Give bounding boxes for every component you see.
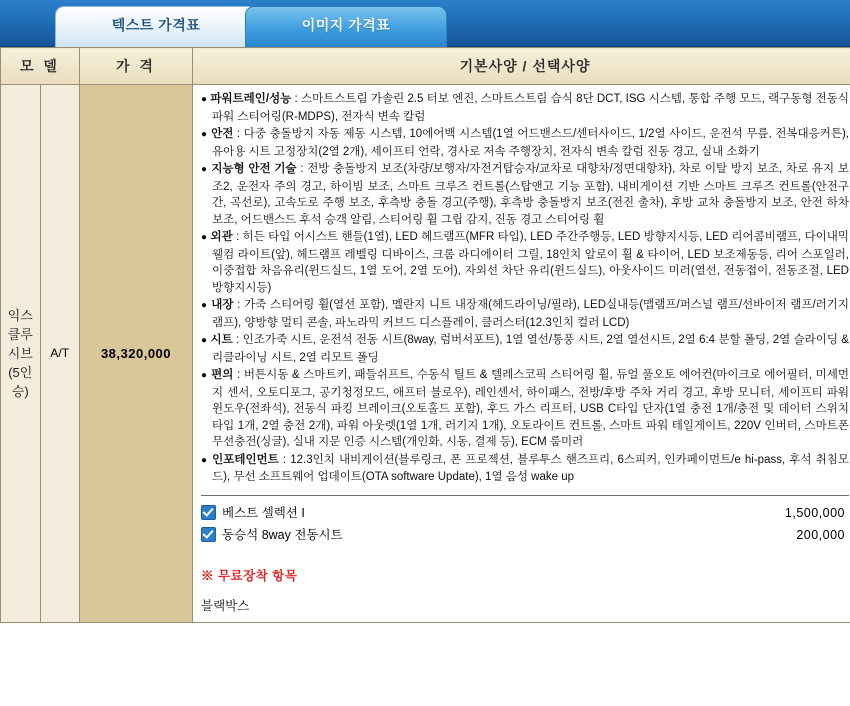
bullet-dot-icon: ● bbox=[201, 164, 208, 175]
spec-separator: : bbox=[232, 231, 243, 243]
spec-table-head bbox=[1, 48, 850, 85]
bullet-dot-icon: ● bbox=[201, 300, 208, 311]
cell-transmission: A/T bbox=[40, 85, 80, 623]
free-install-title: ※ 무료장착 항목 bbox=[201, 568, 298, 583]
spec-category: 편의 bbox=[211, 369, 234, 381]
table-row bbox=[1, 85, 850, 623]
option-label: 베스트 셀렉션 I bbox=[222, 505, 305, 520]
spec-separator: : bbox=[278, 453, 291, 466]
spec-category: 외관 bbox=[210, 231, 233, 243]
spec-text: 스마트스트림 가솔린 2.5 터보 엔진, 스마트스트림 습식 8단 DCT, ISG 시스템, 통합 주행 모드, 랙구동형 전동식 파워 스티어링(R-MDPS), 전자식 변속 칼럼 bbox=[212, 93, 849, 123]
spec-separator: : bbox=[233, 299, 245, 311]
list-item bbox=[201, 91, 849, 125]
checkbox-checked-icon[interactable] bbox=[201, 527, 216, 542]
spec-category: 인포테인먼트 bbox=[212, 453, 279, 466]
table-header-row bbox=[1, 48, 850, 85]
spec-separator: : bbox=[233, 128, 244, 140]
spec-category: 안전 bbox=[211, 128, 234, 140]
option-label: 동승석 8way 전동시트 bbox=[222, 527, 343, 542]
selected-options-list bbox=[201, 495, 849, 546]
header-model: 모 델 bbox=[1, 48, 80, 85]
spec-separator: : bbox=[296, 163, 308, 175]
bullet-dot-icon: ● bbox=[201, 370, 208, 381]
tab-text-pricelist-label: 텍스트 가격표 bbox=[111, 17, 201, 33]
spec-text: 전방 충돌방지 보조(차량/보행자/자전거탑승자/교차로 대향차/정면대항차), 차로 이탈 방지 보조, 차로 유지 보조2, 운전자 주의 경고, 하이빔 보조, 스마트 크루즈 컨트롤(스탑앤고 기능 포함), 내비게이션 기반 스마트 크루즈 컨트롤(안전구간, 곡선로), 고속도로 주행 보조, 후측방 충돌 경고(주행), 후측방 충돌방지 보조(전진 출차), 후방 교차 충돌방지 보조, 안전 하차 보조, 어드밴스드 후석 승객 알림, 스티어링 휠 그립 감지, 진동 경고 스티어링 휠 bbox=[212, 163, 849, 226]
spec-category: 지능형 안전 기술 bbox=[211, 163, 297, 175]
option-price: 1,500,000 bbox=[784, 505, 845, 520]
list-item bbox=[201, 161, 849, 228]
spec-category: 시트 bbox=[210, 334, 233, 346]
list-item bbox=[201, 332, 849, 366]
cell-spec-details bbox=[193, 85, 850, 623]
free-install-section bbox=[201, 566, 849, 614]
spec-text: 12.3인치 내비게이션(블루링크, 폰 프로젝션, 블루투스 핸즈프리, 6스피커, 인카페이먼트/e hi-pass, 후석 취침모드), 무선 소프트웨어 업데이트(OTA software Update), 1열 음성 wake up bbox=[212, 453, 849, 483]
spec-text: 가죽 스티어링 휠(열선 포함), 멜란지 니트 내장재(헤드라이닝/필라), LED실내등(맵램프/퍼스널 램프/선바이저 램프/러기지 램프), 양방향 멀티 콘솔, 파노라믹 커브드 디스플레이, 클러스터(12.3인치 컬러 LCD) bbox=[212, 299, 849, 329]
list-item[interactable] bbox=[201, 524, 849, 546]
tab-image-pricelist[interactable] bbox=[245, 6, 447, 47]
list-item bbox=[201, 297, 849, 331]
spec-text: 버튼시동 & 스마트키, 패들쉬프트, 수동식 틸트 & 텔레스코픽 스티어링 휠, 듀얼 풀오토 에어컨(마이크로 에어필터, 미세먼지 센서, 오토디포그, 공기청정모드, 애프터 블로우), 레인센서, 하이패스, 전방/후방 주차 거리 경고, 후방 모니터, 세이프티 파워 윈도우(전좌석), 전동식 파킹 브레이크(오토홀드 포함), 후드 가스 리프터, USB C타입 단자(1열 충전 1개/충전 및 데이터 스위치 타입 1개, 2열 충전 2개), 파워 아웃렛(1열 1개, 러기지 1개), 오토라이트 컨트롤, 스마트 파워 테일게이트, 220V 인버터, 스마트폰 무선충전(싱글), 실내 지문 인증 시스템(개인화, 시동, 결제 등), ECM 룸미러 bbox=[212, 369, 849, 448]
tab-image-pricelist-label: 이미지 가격표 bbox=[301, 17, 391, 33]
bullet-dot-icon: ● bbox=[201, 94, 208, 105]
spec-separator: : bbox=[291, 93, 301, 105]
spec-table bbox=[0, 47, 850, 623]
spec-separator: : bbox=[233, 369, 244, 381]
header-spec: 기본사양 / 선택사양 bbox=[193, 48, 850, 85]
cell-price: 38,320,000 bbox=[80, 85, 193, 623]
cell-model-name: 익스클루시브(5인승) bbox=[1, 85, 41, 623]
spec-separator: : bbox=[232, 334, 243, 346]
checkbox-checked-icon[interactable] bbox=[201, 505, 216, 520]
spec-category: 내장 bbox=[211, 299, 234, 311]
list-item bbox=[201, 452, 849, 486]
bullet-dot-icon: ● bbox=[201, 335, 208, 346]
tab-bar bbox=[0, 0, 850, 47]
spec-text: 히든 타입 어시스트 핸들(1열), LED 헤드램프(MFR 타입), LED 주간주행등, LED 방향지시등, LED 리어콤비램프, 다이내믹 웰컴 라이트(앞), 헤드램프 레벨링 디바이스, 크롬 라디에이터 그릴, 18인치 알로이 휠 & 타이어, LED 보조제동등, 리어 스포일러, 이중접합 차음유리(윈드실드, 1열 도어, 2열 도어), 자외선 차단 유리(윈드실드), 아웃사이드 미러(열선, 전동접이, 전동조절, LED 방향지시등) bbox=[212, 231, 850, 294]
bullet-dot-icon: ● bbox=[201, 232, 208, 243]
spec-category: 파워트레인/성능 bbox=[210, 93, 292, 105]
bullet-dot-icon: ● bbox=[201, 454, 208, 466]
spec-bullet-list bbox=[201, 91, 849, 486]
spec-table-body bbox=[1, 85, 850, 623]
header-price: 가 격 bbox=[80, 48, 193, 85]
list-item bbox=[201, 367, 849, 451]
list-item bbox=[201, 126, 849, 160]
tab-text-pricelist[interactable] bbox=[55, 6, 257, 47]
bullet-dot-icon: ● bbox=[201, 129, 208, 140]
spec-text: 다중 충돌방지 자동 제동 시스템, 10에어백 시스템(1열 어드밴스드/센터사이드, 1/2열 사이드, 운전석 무릎, 전복대응커튼), 유아용 시트 고정장치(2열 2개), 세이프티 언락, 경사로 저속 주행장치, 전자식 변속 칼럼 진동 경고, 실내 소화기 bbox=[212, 128, 849, 158]
list-item[interactable] bbox=[201, 502, 849, 524]
spec-text: 인조가죽 시트, 운전석 전동 시트(8way, 럼버서포트), 1열 열선/통풍 시트, 2열 열선시트, 2열 6:4 분할 폴딩, 2열 슬라이딩 & 리클라이닝 시트, 2열 리모트 폴딩 bbox=[212, 334, 849, 364]
option-price: 200,000 bbox=[796, 527, 845, 542]
list-item bbox=[201, 229, 849, 296]
free-install-item: 블랙박스 bbox=[201, 598, 250, 613]
